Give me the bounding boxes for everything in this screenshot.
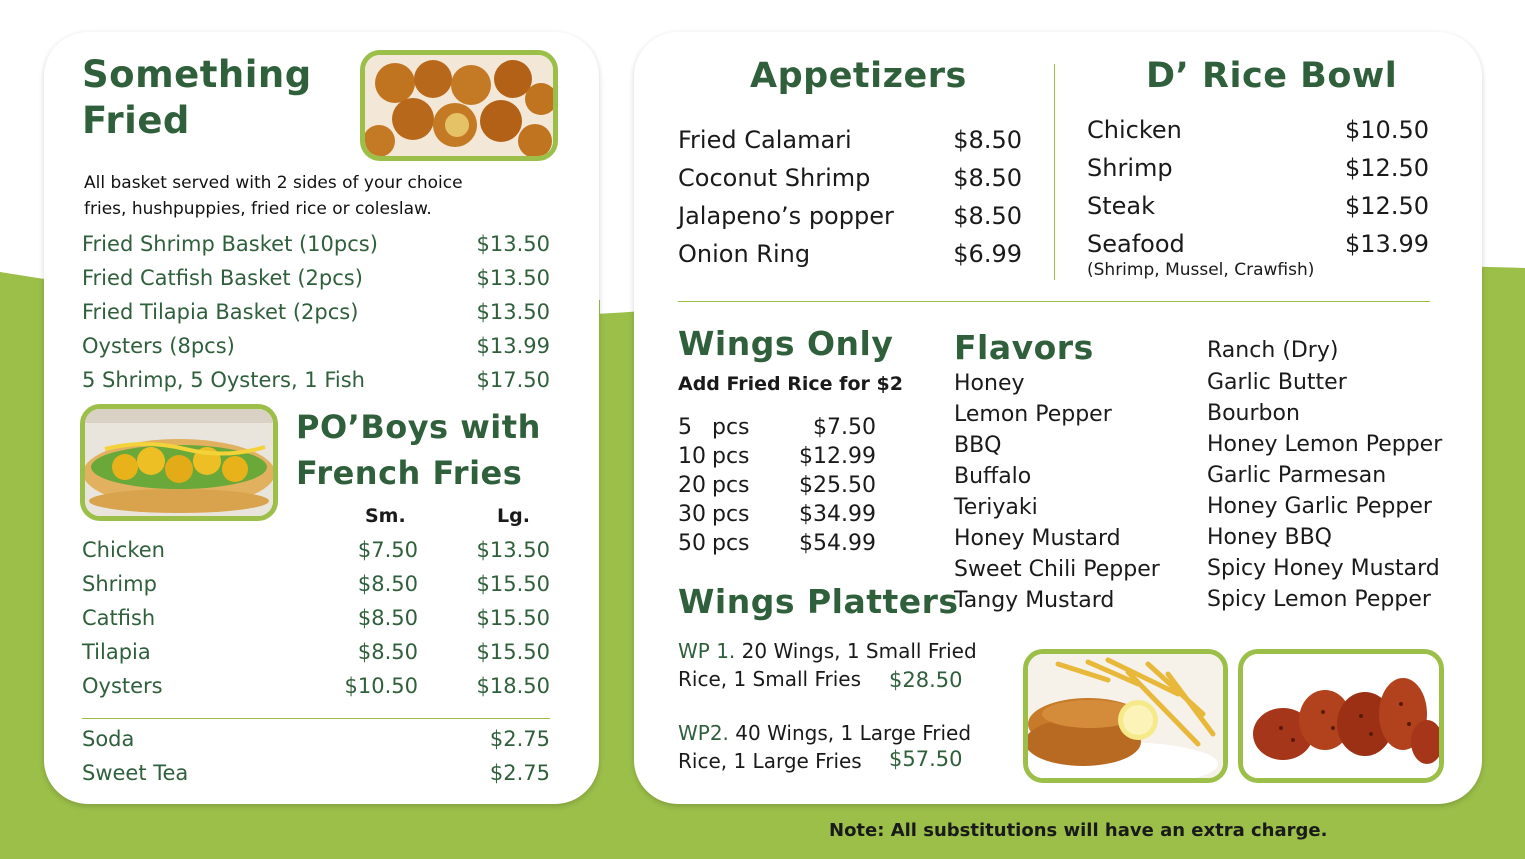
poboys-title-line2: French Fries [296, 454, 523, 492]
flavor-item: BBQ [954, 433, 1002, 458]
wing-qty: 5 [678, 415, 692, 440]
item-name: Shrimp [82, 572, 157, 596]
wing-unit: pcs [712, 531, 750, 556]
item-price: $10.50 [1345, 116, 1429, 144]
poboy-row [82, 538, 550, 568]
flavor-item: Honey Garlic Pepper [1207, 494, 1432, 519]
item-price: $8.50 [953, 164, 1022, 192]
item-name: Fried Shrimp Basket (10pcs) [82, 232, 378, 256]
wing-row [678, 444, 876, 473]
wings-only-subtitle: Add Fried Rice for $2 [678, 373, 903, 395]
flavor-item: Honey BBQ [1207, 525, 1332, 550]
flavor-item: Garlic Parmesan [1207, 463, 1387, 488]
wing-unit: pcs [712, 415, 750, 440]
flavor-item: Honey [954, 371, 1025, 396]
poboy-row [82, 572, 550, 602]
item-name: Shrimp [1087, 154, 1173, 182]
item-name: Chicken [82, 538, 165, 562]
drink-item [82, 761, 550, 785]
flavor-item: Spicy Lemon Pepper [1207, 587, 1431, 612]
wings-only-title: Wings Only [678, 324, 894, 363]
chicken-wings-photo [1238, 649, 1444, 783]
wing-price: $25.50 [799, 473, 876, 498]
large-price: $15.50 [476, 640, 550, 664]
item-name: Tilapia [82, 640, 151, 664]
small-price: $8.50 [357, 640, 418, 664]
item-name: Jalapeno’s popper [678, 202, 894, 230]
wing-price: $7.50 [813, 415, 876, 440]
poboy-row [82, 640, 550, 670]
right-menu-panel [634, 32, 1482, 804]
flavor-item: Tangy Mustard [954, 588, 1115, 613]
item-price: $13.50 [476, 300, 550, 324]
item-name: Chicken [1087, 116, 1182, 144]
drink-item [82, 727, 550, 751]
large-price: $18.50 [476, 674, 550, 698]
flavor-item: Buffalo [954, 464, 1032, 489]
poboy-photo [80, 404, 278, 521]
rice-bowl-item [1087, 230, 1429, 258]
wing-row [678, 531, 876, 560]
item-name: Seafood [1087, 230, 1185, 258]
fried-item [82, 266, 550, 290]
wing-price: $12.99 [799, 444, 876, 469]
platter-desc: 20 Wings, 1 Small Fried [741, 639, 977, 663]
item-name: Onion Ring [678, 240, 811, 268]
note-line1: All basket served with 2 sides of your choice [84, 173, 463, 193]
wing-row [678, 473, 876, 502]
item-price: $12.50 [1345, 192, 1429, 220]
platter-desc: 40 Wings, 1 Large Fried [735, 721, 972, 745]
flavor-item: Garlic Butter [1207, 370, 1347, 395]
poboys-title [296, 404, 586, 496]
flavor-item: Lemon Pepper [954, 402, 1112, 427]
item-price: $12.50 [1345, 154, 1429, 182]
platter-price: $57.50 [889, 747, 963, 771]
platter-line1 [678, 721, 971, 745]
wing-price: $54.99 [799, 531, 876, 556]
footer-note: Note: All substitutions will have an extra charge. [829, 820, 1328, 841]
item-name: Oysters (8pcs) [82, 334, 235, 358]
item-price: $13.50 [476, 232, 550, 256]
platter-line2: Rice, 1 Large Fries [678, 749, 862, 773]
left-menu-panel [44, 32, 599, 804]
fish-fries-photo [1023, 649, 1228, 783]
wing-price: $34.99 [799, 502, 876, 527]
wing-unit: pcs [712, 473, 750, 498]
item-price: $6.99 [953, 240, 1022, 268]
drinks-divider [82, 718, 550, 719]
wing-qty: 30 [678, 502, 706, 527]
horizontal-divider [678, 301, 1430, 302]
something-fried-note [84, 170, 534, 222]
platter-line1 [678, 639, 977, 663]
appetizer-item [678, 164, 1022, 192]
poboy-row [82, 606, 550, 636]
poboys-title-line1: PO’Boys with [296, 408, 541, 446]
appetizer-item [678, 202, 1022, 230]
large-price: $15.50 [476, 606, 550, 630]
item-price: $17.50 [476, 368, 550, 392]
flavor-item: Bourbon [1207, 401, 1300, 426]
item-price: $2.75 [489, 727, 550, 751]
wings-platters-title: Wings Platters [678, 582, 959, 621]
wing-qty: 20 [678, 473, 706, 498]
rice-bowl-title: D’ Rice Bowl [1146, 56, 1398, 96]
flavor-item: Ranch (Dry) [1207, 338, 1339, 363]
item-price: $8.50 [953, 126, 1022, 154]
note-line2: fries, hushpuppies, fried rice or coleslaw. [84, 199, 432, 219]
flavor-item: Honey Mustard [954, 526, 1121, 551]
section-divider [1054, 64, 1055, 280]
appetizer-item [678, 126, 1022, 154]
item-name: Steak [1087, 192, 1156, 220]
item-name: Fried Catfish Basket (2pcs) [82, 266, 363, 290]
wing-row [678, 502, 876, 531]
small-price: $7.50 [357, 538, 418, 562]
wing-unit: pcs [712, 444, 750, 469]
something-fried-title-line2: Fried [82, 99, 190, 142]
small-price: $10.50 [344, 674, 418, 698]
seafood-note: (Shrimp, Mussel, Crawfish) [1087, 260, 1315, 280]
platter-code: WP2. [678, 721, 729, 745]
rice-bowl-item [1087, 192, 1429, 220]
flavor-item: Teriyaki [954, 495, 1038, 520]
platter-line2: Rice, 1 Small Fries [678, 667, 862, 691]
wing-qty: 10 [678, 444, 706, 469]
item-name: Fried Calamari [678, 126, 852, 154]
item-name: Sweet Tea [82, 761, 189, 785]
large-price: $15.50 [476, 572, 550, 596]
item-name: 5 Shrimp, 5 Oysters, 1 Fish [82, 368, 365, 392]
flavor-item: Sweet Chili Pepper [954, 557, 1160, 582]
flavors-title: Flavors [954, 328, 1094, 367]
item-price: $13.99 [1345, 230, 1429, 258]
item-price: $8.50 [953, 202, 1022, 230]
item-name: Oysters [82, 674, 163, 698]
something-fried-title [82, 52, 332, 144]
fried-item [82, 334, 550, 358]
item-price: $13.99 [476, 334, 550, 358]
platter-code: WP 1. [678, 639, 736, 663]
hushpuppies-photo [360, 50, 558, 161]
small-size-header: Sm. [365, 505, 406, 527]
wing-qty: 50 [678, 531, 706, 556]
item-name: Catfish [82, 606, 156, 630]
large-price: $13.50 [476, 538, 550, 562]
platter-price: $28.50 [889, 668, 963, 692]
item-name: Coconut Shrimp [678, 164, 871, 192]
rice-bowl-item [1087, 154, 1429, 182]
fried-item [82, 368, 550, 392]
rice-bowl-item [1087, 116, 1429, 144]
item-price: $13.50 [476, 266, 550, 290]
poboy-row [82, 674, 550, 704]
wing-row [678, 415, 876, 444]
fried-item [82, 300, 550, 324]
flavor-item: Honey Lemon Pepper [1207, 432, 1443, 457]
item-price: $2.75 [489, 761, 550, 785]
flavor-item: Spicy Honey Mustard [1207, 556, 1440, 581]
small-price: $8.50 [357, 572, 418, 596]
appetizer-item [678, 240, 1022, 268]
wing-unit: pcs [712, 502, 750, 527]
something-fried-title-line1: Something [82, 53, 312, 96]
item-name: Soda [82, 727, 135, 751]
large-size-header: Lg. [497, 505, 530, 527]
fried-item [82, 232, 550, 256]
small-price: $8.50 [357, 606, 418, 630]
item-name: Fried Tilapia Basket (2pcs) [82, 300, 359, 324]
appetizers-title: Appetizers [750, 56, 967, 96]
